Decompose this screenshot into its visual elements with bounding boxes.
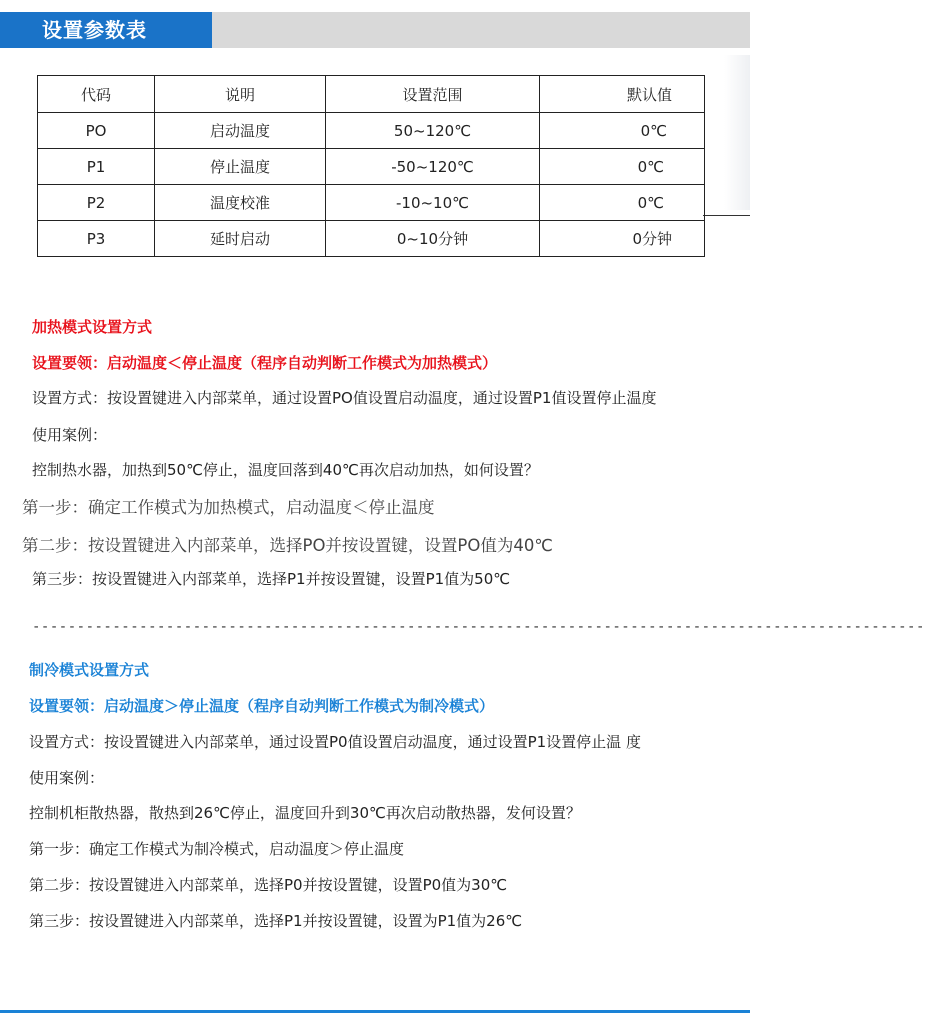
- cooling-method: 设置方式：按设置键进入内部菜单，通过设置P0值设置启动温度，通过设置P1设置停止温 度: [29, 733, 641, 751]
- table-header-cell: 默认值: [540, 76, 705, 113]
- heating-key-point: 设置要领：启动温度＜停止温度（程序自动判断工作模式为加热模式）: [32, 354, 498, 372]
- table-cell-range: 50~120℃: [326, 113, 540, 149]
- table-cell-desc: 温度校准: [155, 185, 326, 221]
- table-cell-default: 0℃: [540, 113, 705, 149]
- heating-method: 设置方式：按设置键进入内部菜单，通过设置PO值设置启动温度，通过设置P1值设置停止温度: [32, 389, 657, 407]
- table-header-cell: 代码: [38, 76, 155, 113]
- cooling-step-1: 第一步：确定工作模式为制冷模式，启动温度＞停止温度: [29, 840, 405, 858]
- table-cell-desc: 启动温度: [155, 113, 326, 149]
- heating-section-title: 加热模式设置方式: [32, 318, 153, 336]
- table-row: [38, 149, 705, 185]
- heating-case-label: 使用案例：: [32, 426, 108, 444]
- cooling-key-point: 设置要领：启动温度＞停止温度（程序自动判断工作模式为制冷模式）: [29, 697, 495, 715]
- table-cell-range: -50~120℃: [326, 149, 540, 185]
- table-row: [38, 221, 705, 257]
- bottom-accent-line: [0, 1010, 750, 1013]
- table-cell-default: 0分钟: [540, 221, 705, 257]
- cooling-section-title: 制冷模式设置方式: [29, 661, 150, 679]
- cooling-case: 控制机柜散热器，散热到26℃停止，温度回升到30℃再次启动散热器，发何设置？: [29, 804, 581, 822]
- cooling-step-3: 第三步：按设置键进入内部菜单，选择P1并按设置键，设置为P1值为26℃: [29, 912, 523, 930]
- table-cell-code: P1: [38, 149, 155, 185]
- table-header-cell: 说明: [155, 76, 326, 113]
- table-header-row: [38, 76, 705, 113]
- table-cell-range: -10~10℃: [326, 185, 540, 221]
- table-cell-default: 0℃: [540, 149, 705, 185]
- decorative-side-line: [703, 215, 750, 216]
- table-header-cell: 设置范围: [326, 76, 540, 113]
- section-divider: ----------------------------------------------------------------------------------------------------: [32, 619, 925, 635]
- table-cell-code: P3: [38, 221, 155, 257]
- table-row: [38, 113, 705, 149]
- heating-step-2: 第二步：按设置键进入内部菜单，选择PO并按设置键，设置PO值为40℃: [22, 536, 553, 555]
- cooling-case-label: 使用案例：: [29, 769, 105, 787]
- decorative-side-fade: [724, 55, 750, 210]
- parameter-table: [37, 75, 705, 257]
- section-header-bar: [0, 12, 750, 48]
- table-cell-code: PO: [38, 113, 155, 149]
- table-cell-default: 0℃: [540, 185, 705, 221]
- table-cell-range: 0~10分钟: [326, 221, 540, 257]
- page-title: 设置参数表: [0, 12, 212, 48]
- cooling-step-2: 第二步：按设置键进入内部菜单，选择P0并按设置键，设置P0值为30℃: [29, 876, 508, 894]
- heating-case: 控制热水器，加热到50℃停止，温度回落到40℃再次启动加热，如何设置？: [32, 461, 539, 479]
- heating-step-3: 第三步：按设置键进入内部菜单，选择P1并按设置键，设置P1值为50℃: [32, 570, 511, 588]
- heating-step-1: 第一步：确定工作模式为加热模式，启动温度＜停止温度: [22, 498, 435, 517]
- table-cell-code: P2: [38, 185, 155, 221]
- table-cell-desc: 延时启动: [155, 221, 326, 257]
- table-row: [38, 185, 705, 221]
- table-cell-desc: 停止温度: [155, 149, 326, 185]
